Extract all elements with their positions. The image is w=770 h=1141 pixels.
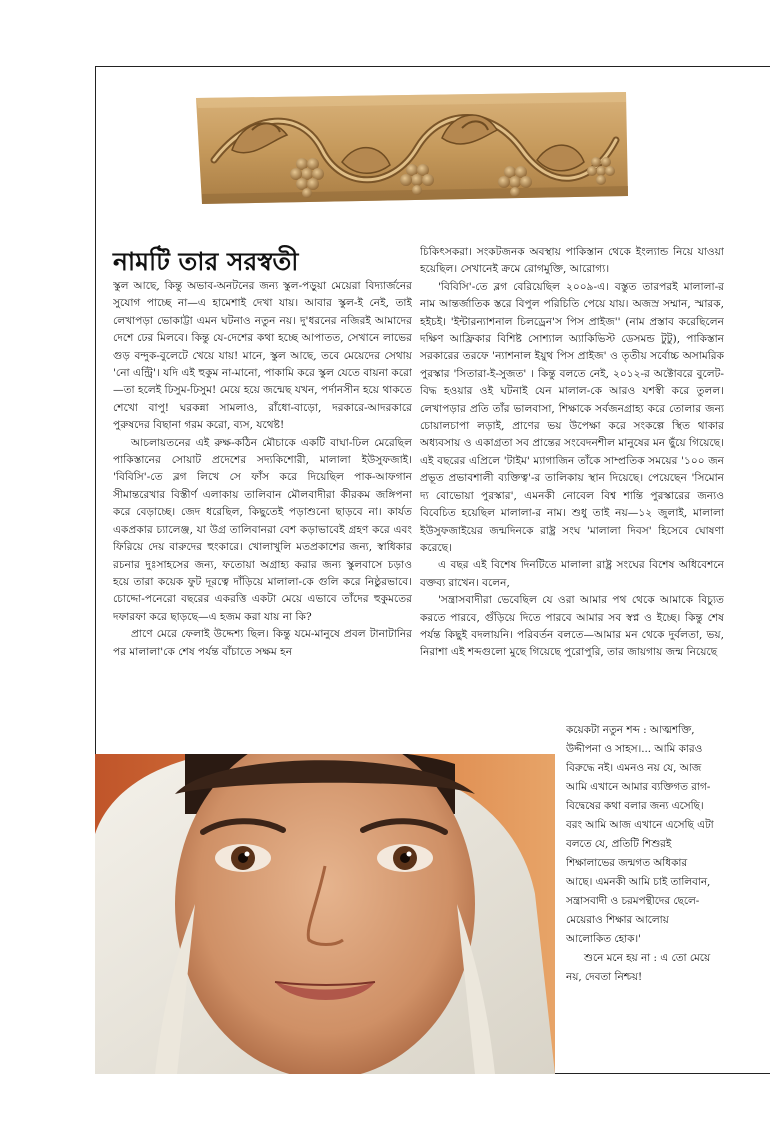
article-column-right-wrap (566, 721, 714, 1061)
carved-relief-image (192, 90, 630, 206)
closing-paragraph: শুনে মনে হয় না : এ তো মেয়ে নয়, দেবতা নিশ্চয়! (566, 952, 711, 983)
article-column-left (113, 278, 412, 750)
article-column-right (420, 244, 724, 724)
portrait-photo (95, 754, 555, 1074)
article-paragraph: স্কুল আছে, কিন্তু অভাব-অনটনের জন্য স্কুল-পড়ুয়া মেয়েরা বিদ্যার্জনের সুযোগ পাচ্ছে না—এ হামেশাই দেখা যায়। আবার স্কুল-ই নেই, তাই লেখাপড়া ভোকাট্টা এমন ঘটনাও নতুন নয়। দু'ধরনের নজিরই আমাদের দেশে ঢের মিলবে। কিন্তু যে-দেশের কথা হচ্ছে আপাতত, সেখানে লাভের গুড় বন্দুক-বুলেটে খেয়ে যায়! মানে, স্কুল আছে, তবে মেয়েদের সেথায় 'নো এন্ট্রি'। যদি এই হুকুম না-মানো, পাকামি করে স্কুল যেতে বায়না করো—তা হলেই ঢিসুম-ঢিসুম! মেয়ে হয়ে জন্মেছ যখন, পর্দানসীন হয়ে থাকতে শেখো বাপু! ঘরকন্না সামলাও, রাঁধো-বাড়ো, দরকারে-আদরকারে পুরুষদের বিছানা গরম করো, ব্যস, যথেষ্ট! (113, 280, 412, 432)
article-paragraph: প্রাণে মেরে ফেলাই উদ্দেশ্য ছিল। কিন্তু যমে-মানুষে প্রবল টানাটানির পর মালালা'কে শেষ পর্যন্ত বাঁচাতে সক্ষম হন (113, 628, 412, 658)
page-frame-top (95, 66, 770, 67)
article-paragraph: 'বিবিসি'-তে ব্লগ বেরিয়েছিল ২০০৯-এ। বস্তুত তারপরই মালালা-র নাম আন্তর্জাতিক স্তরে বিপুল পরিচিতি পেয়ে যায়। অজস্র সম্মান, স্মারক, হইচই। 'ইন্টারন্যাশনাল চিলড্রেন'স পিস প্রাইজ'' (নাম প্রস্তাব করেছিলেন দক্ষিণ আফ্রিকার বিশিষ্ট সোশ্যাল অ্যাকিভিস্ট ডেসমন্ড টুটু), পাকিস্তান সরকারের তরফে 'ন্যাশনাল ইয়ুথ পিস প্রাইজ' ও তৃতীয় সর্বোচ্চ অসামরিক পুরস্কার 'সিতারা-ই-সুজত' । কিন্তু বলতে নেই, ২০১২-র অক্টোবরে বুলেট-বিদ্ধ হওয়ার ওই ঘটনাই যেন মালাল-কে আরও যশস্বী করে তুলল। লেখাপড়ার প্রতি তাঁর ভালবাসা, শিক্ষাকে সর্বজনগ্রাহ্য করে তোলার জন্য চোয়ালচাপা লড়াই, প্রাণের ভয় উপেক্ষা করে সংকল্পে স্থিত থাকার অধ্যবসায় ও একাগ্রতা সব প্রান্তের সংবেদনশীল মানুষের মন ছুঁয়ে গিয়েছে। এই বছরের এপ্রিলে 'টাইম' ম্যাগাজিন তাঁকে সাম্প্রতিক সময়ের '১০০ জন প্রভূত প্রভাবশালী ব্যক্তিত্ব'-র তালিকায় স্থান দিয়েছে। পেয়েছেন 'সিমোন দ্য বোভোয়া পুরস্কার', এমনকী নোবেল বিশ্ব শান্তি পুরস্কারের জন্যও বিবেচিত হয়েছিল মালালা-র নাম। শুধু তাই নয়—১২ জুলাই, মালালা ইউসুফজাইয়ের জন্মদিনকে রাষ্ট্র সংঘ 'মালালা দিবস' হিসেবে ঘোষণা করেছে। (420, 280, 724, 554)
article-paragraph: আচলায়তনের এই রুক্ষ-কঠিন মৌচাকে একটি বাঘা-ঢিল মেরেছিল পাকিস্তানের সোয়াট প্রদেশের সদ্যকিশোরী, মালালা ইউসুফজাই। 'বিবিসি'-তে ব্লগ লিখে সে ফাঁস করে দিয়েছিল পাক-আফগান সীমান্তরেখার বিস্তীর্ণ এলাকায় তালিবান মৌলবাদীরা কীরকম জঙ্গিপনা করে বেড়াচ্ছে। জেদ ধরেছিল, কিছুতেই পড়াশুনো ছাড়বে না। কার্যত একপ্রকার চ্যালেঞ্জ, যা উগ্র তালিবানরা বেশ কড়াভাবেই গ্রহণ করে এবং ফিরিয়ে দেয় বারুদের হুংকারে। খোলাখুলি মতপ্রকাশের জন্য, স্বাধিকার রচনার দুঃসাহসের জন্য, ফতোয়া অগ্রাহ্য করার জন্য স্কুলবাসে চড়াও হয়ে তারা কয়েক ফুট দূরত্বে দাঁড়িয়ে মালালা-কে গুলি করে নিষ্ঠুরভাবে। চোদ্দো-পনেরো বছরের একরত্তি একটা মেয়ে এভাবে তাঁদের হুকুমতের দফারফা করে ছাড়ছে—এ হজম করা যায় না কি? (113, 436, 412, 623)
article-paragraph: এ বছর এই বিশেষ দিনটিতে মালালা রাষ্ট্র সংঘের বিশেষ অধিবেশনে বক্তব্য রাখেন। বলেন, (420, 559, 724, 589)
quote-paragraph: কয়েকটা নতুন শব্দ : আত্মশক্তি, উদ্দীপনা ও সাহস।... আমি কারও বিরুদ্ধে নই। এমনও নয় যে, আজ আমি এখানে আমার ব্যক্তিগত রাগ-বিদ্বেষের কথা বলার জন্য এসেছি। বরং আমি আজ এখানে এসেছি এটা বলতে যে, প্রতিটি শিশুরই শিক্ষালাভের জন্মগত অধিকার আছে। এমনকী আমি চাই তালিবান, সন্ত্রাসবাদী ও চরমপন্থীদের ছেলে-মেয়েরাও শিক্ষার আলোয় আলোকিত হোক।' (566, 724, 714, 945)
article-paragraph: চিকিৎসকরা। সংকটজনক অবস্থায় পাকিস্তান থেকে ইংল্যান্ড নিয়ে যাওয়া হয়েছিল। সেখানেই ক্রমে রোগমুক্তি, আরোগ্য। (420, 246, 724, 276)
page-frame-left (95, 66, 96, 754)
article-title: নামটি তার সরস্বতী (113, 247, 299, 276)
quote-paragraph: 'সন্ত্রাসবাদীরা ভেবেছিল যে ওরা আমার পথ থেকে আমাকে বিচ্যুত করতে পারবে, গুঁড়িয়ে দিতে পারবে আমার সব স্বপ্ন ও ইচ্ছে। কিন্তু শেষ পর্যন্ত কিছুই বদলায়নি। পরিবর্তন বলতে—আমার মন থেকে দুর্বলতা, ভয়, নিরাশা এই শব্দগুলো মুছে গিয়েছে পুরোপুরি, তার জায়গায় জন্ম নিয়েছে (420, 594, 724, 659)
page-frame-bottom (555, 1073, 770, 1074)
